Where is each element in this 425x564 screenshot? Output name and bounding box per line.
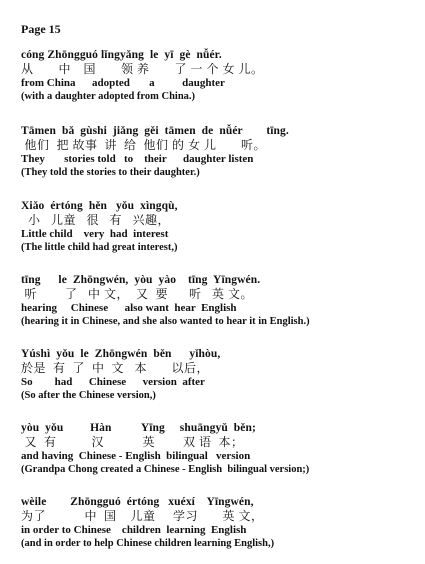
- pinyin-line: Tāmen bǎ gùshi jiǎng gěi tāmen de nǚér tīng.: [21, 125, 289, 137]
- hanzi-line: 他们 把 故事 讲 给 他们 的 女 儿 听。: [21, 138, 267, 152]
- pinyin-line: cóng Zhōngguó lǐngyǎng le yī gè nǚér.: [21, 49, 222, 61]
- hanzi-line: 小 儿童 很 有 兴趣，: [21, 213, 171, 227]
- hanzi-line: 为了 中 国 儿童 学习 英 文，: [21, 509, 264, 523]
- translation-line: (The little child had great interest,): [21, 242, 178, 253]
- stanza-1: [21, 48, 417, 104]
- english-gloss-line: They stories told to their daughter listen: [21, 153, 254, 165]
- english-gloss-line: Little child very had interest: [21, 228, 169, 240]
- english-gloss-line: hearing Chinese also want hear English: [21, 302, 237, 314]
- hanzi-line: 又 有 汉 英 双 语 本；: [21, 435, 244, 449]
- translation-line: (with a daughter adopted from China.): [21, 91, 196, 102]
- stanza-5: [21, 347, 417, 403]
- translation-line: (So after the Chinese version,): [21, 390, 156, 401]
- english-gloss-line: So had Chinese version after: [21, 376, 205, 388]
- pinyin-line: Xiǎo értóng hěn yǒu xìngqù,: [21, 200, 178, 212]
- translation-line: (hearing it in Chinese, and she also wanted to hear it in English.): [21, 316, 310, 327]
- pinyin-line: Yúshì yǒu le Zhōngwén běn yǐhòu,: [21, 348, 221, 360]
- pinyin-line: wèile Zhōngguó értóng xuéxí Yīngwén,: [21, 496, 254, 508]
- english-gloss-line: from China adopted a daughter: [21, 77, 225, 89]
- translation-line: (They told the stories to their daughter.): [21, 167, 200, 178]
- stanza-4: [21, 273, 417, 329]
- translation-line: (Grandpa Chong created a Chinese - English bilingual version;): [21, 464, 310, 475]
- pinyin-line: yòu yǒu Hàn Yīng shuāngyǔ běn;: [21, 422, 256, 434]
- hanzi-line: 於是 有 了 中 文 本 以后，: [21, 361, 210, 375]
- stanza-2: [21, 124, 417, 180]
- stanza-6: [21, 421, 417, 477]
- page-number: Page 15: [21, 22, 61, 36]
- hanzi-line: 听 了 中 文， 又 要 听 英 文。: [21, 287, 254, 301]
- stanza-3: [21, 199, 417, 255]
- translation-line: (and in order to help Chinese children learning English,): [21, 538, 275, 549]
- english-gloss-line: and having Chinese - English bilingual version: [21, 450, 251, 462]
- pinyin-line: tīng le Zhōngwén, yòu yào tīng Yīngwén.: [21, 274, 261, 286]
- stanza-7: [21, 495, 417, 551]
- hanzi-line: 从 中 国 领 养 了 一 个 女 儿。: [21, 62, 264, 76]
- english-gloss-line: in order to Chinese children learning English: [21, 524, 247, 536]
